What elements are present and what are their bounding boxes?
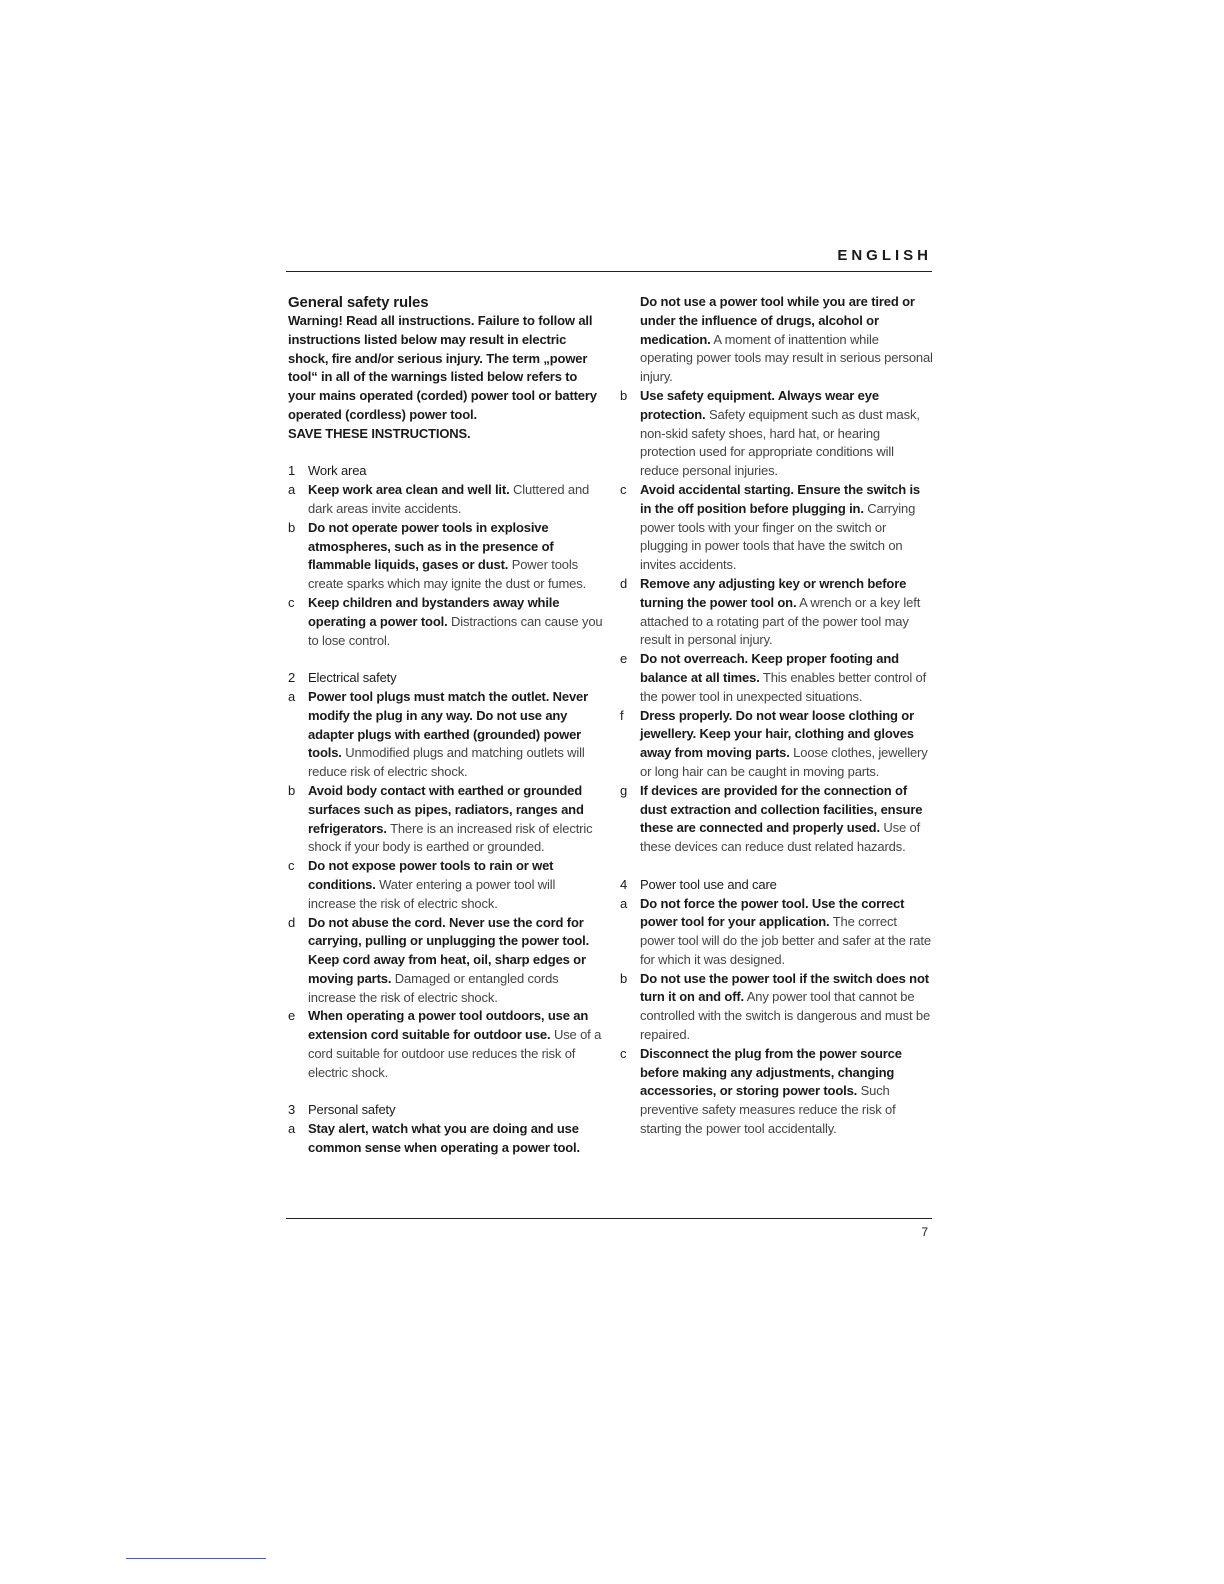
list-item: f Dress properly. Do not wear loose clothing or jewellery. Keep your hair, clothing and gloves away from moving parts. Loose clothes, jewellery or long hair can be caught in moving parts. [620, 707, 928, 779]
left-column [288, 293, 606, 1158]
intro-warning: Warning! Read all instructions. Failure to follow all instructions listed below may result in electric shock, fire and/or serious injury. The term „power tool“ in all of the warnings listed below refers to your mains operated (corded) power tool or battery operated (cordless) power tool. [288, 313, 597, 422]
section-heading-work-area: 1 Work area [288, 463, 367, 479]
page-number: 7 [921, 1225, 928, 1239]
list-item: g If devices are provided for the connection of dust extraction and collection facilities, ensure these are connected and properly used. Use of these devices can reduce dust related hazards. [620, 782, 923, 855]
spacer [288, 650, 606, 669]
footer-link-underline [126, 1558, 266, 1559]
list-item: b Use safety equipment. Always wear eye protection. Safety equipment such as dust mask, non-skid safety shoes, hard hat, or hearing protection used for appropriate conditions will reduce personal injuries. [620, 387, 920, 479]
list-item: b Do not operate power tools in explosive atmospheres, such as in the presence of flammable liquids, gases or dust. Power tools create sparks which may ignite the dust or fumes. [288, 519, 587, 592]
list-item: a Do not force the power tool. Use the correct power tool for your application. The correct power tool will do the job better and safer at the rate for which it was designed. [620, 895, 931, 967]
list-item: a Stay alert, watch what you are doing and use common sense when operating a power tool. [288, 1121, 580, 1156]
list-item: d Do not abuse the cord. Never use the cord for carrying, pulling or unplugging the power tool. Keep cord away from heat, oil, sharp edges or moving parts. Damaged or entangled cords increase the risk of electric shock. [288, 914, 590, 1005]
list-item: a Power tool plugs must match the outlet. Never modify the plug in any way. Do not use any adapter plugs with earthed (grounded) power tools. Unmodified plugs and matching outlets will reduce risk of electric shock. [288, 688, 589, 780]
list-item: c Keep children and bystanders away while operating a power tool. Distractions can cause you to lose control. [288, 594, 603, 648]
save-instructions: SAVE THESE INSTRUCTIONS. [288, 425, 471, 441]
list-item-continuation: Do not use a power tool while you are tired or under the influence of drugs, alcohol or medication. A moment of inattention while operating power tools may result in serious personal injury. [640, 294, 933, 385]
header-rule [286, 271, 932, 272]
section-title: General safety rules [288, 294, 429, 311]
list-item: e Do not overreach. Keep proper footing and balance at all times. This enables better control of the power tool in unexpected situations. [620, 651, 927, 704]
spacer [620, 857, 934, 876]
section-heading-power-tool-use: 4 Power tool use and care [620, 876, 777, 892]
section-heading-electrical-safety: 2 Electrical safety [288, 670, 397, 686]
section-heading-personal-safety: 3 Personal safety [288, 1102, 396, 1118]
list-item: c Disconnect the plug from the power source before making any adjustments, changing accessories, or storing power tools. Such preventive safety measures reduce the risk of starting the power tool accidentally. [620, 1045, 902, 1137]
footer-rule [286, 1218, 932, 1219]
list-item: d Remove any adjusting key or wrench before turning the power tool on. A wrench or a key left attached to a rotating part of the power tool may result in personal injury. [620, 575, 921, 648]
list-item: c Do not expose power tools to rain or wet conditions. Water entering a power tool will increase the risk of electric shock. [288, 858, 556, 911]
list-item: c Avoid accidental starting. Ensure the switch is in the off position before plugging in. Carrying power tools with your finger on the switch or plugging in power tools that have the switch on invites accidents. [620, 481, 920, 573]
spacer [288, 444, 606, 463]
list-item: b Avoid body contact with earthed or grounded surfaces such as pipes, radiators, ranges and refrigerators. There is an increased risk of electric shock if your body is earthed or grounded. [288, 782, 593, 855]
list-item: b Do not use the power tool if the switch does not turn it on and off. Any power tool that cannot be controlled with the switch is dangerous and must be repaired. [620, 970, 931, 1043]
list-item: a Keep work area clean and well lit. Cluttered and dark areas invite accidents. [288, 482, 590, 516]
spacer [288, 1083, 606, 1102]
right-column [620, 293, 934, 1139]
list-item: e When operating a power tool outdoors, use an extension cord suitable for outdoor use. Use of a cord suitable for outdoor use reduces the risk of electric shock. [288, 1008, 602, 1080]
language-header: ENGLISH [837, 247, 932, 264]
